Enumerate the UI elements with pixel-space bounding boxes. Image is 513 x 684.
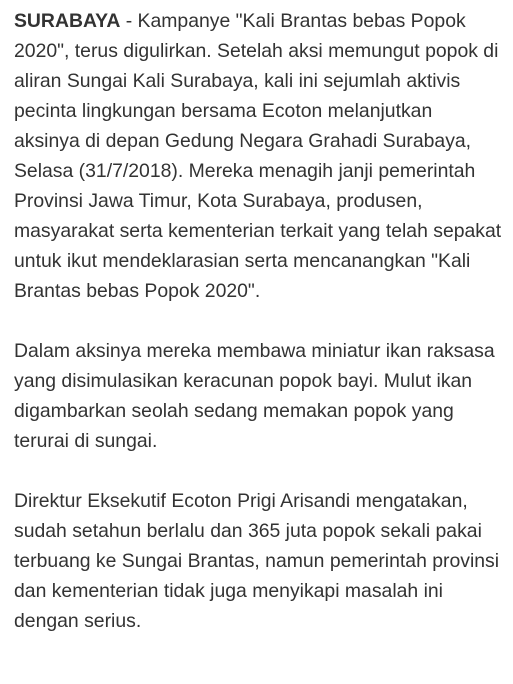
paragraph-text: - Kampanye "Kali Brantas bebas Popok 2020", terus digulirkan. Setelah aksi memungut popok di aliran Sungai Kali Surabaya, kali ini sejumlah aktivis pecinta lingkungan bersama Ecoton melanjutkan aksinya di depan Gedung Negara Grahadi Surabaya, Selasa (31/7/2018). Mereka menagih janji pemerintah Provinsi Jawa Timur, Kota Surabaya, produsen, masyarakat serta kementerian terkait yang telah sepakat untuk ikut mendeklarasian serta mencanangkan "Kali Brantas bebas Popok 2020".	[14, 10, 502, 302]
article-paragraph-2	[14, 336, 502, 456]
article-paragraph-1	[14, 6, 502, 306]
paragraph-text: Dalam aksinya mereka membawa miniatur ikan raksasa yang disimulasikan keracunan popok bayi. Mulut ikan digambarkan seolah sedang memakan popok yang terurai di sungai.	[14, 340, 495, 452]
article-dateline: SURABAYA	[14, 10, 121, 32]
article-paragraph-3	[14, 486, 502, 636]
paragraph-text: Direktur Eksekutif Ecoton Prigi Arisandi mengatakan, sudah setahun berlalu dan 365 juta popok sekali pakai terbuang ke Sungai Brantas, namun pemerintah provinsi dan kementerian tidak juga menyikapi masalah ini dengan serius.	[14, 490, 500, 632]
article-body	[14, 6, 502, 666]
